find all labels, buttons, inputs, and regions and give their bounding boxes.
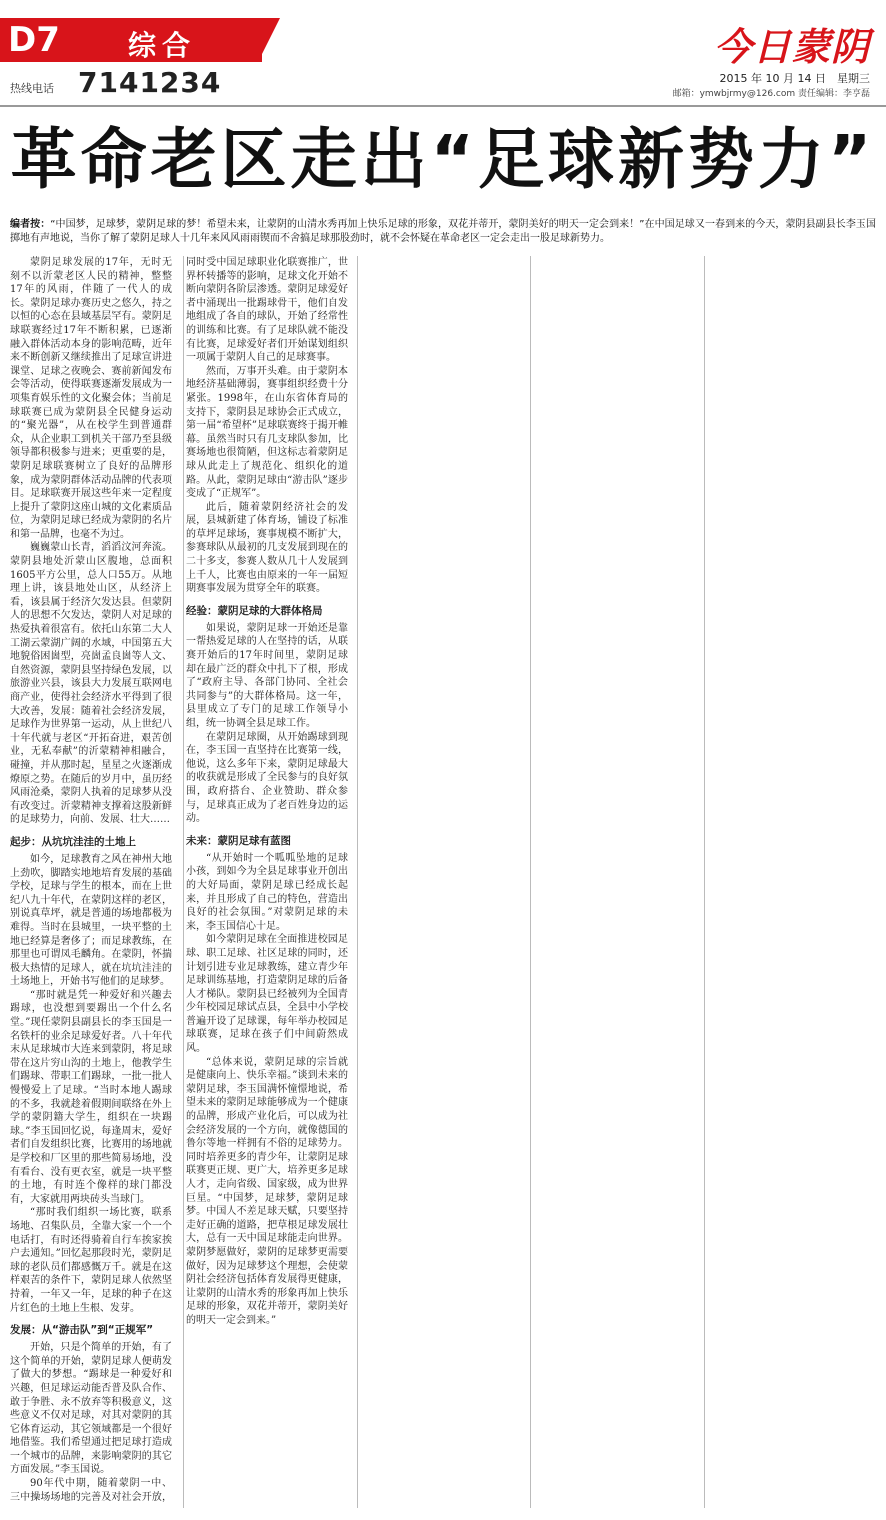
editor-contact: 邮箱：ymwbjrmy@126.com 责任编辑：李亨磊 bbox=[672, 89, 870, 99]
section-heading: 经验：蒙阴足球的大群体格局 bbox=[186, 604, 323, 617]
editor-note-text: “中国梦，足球梦，蒙阴足球的梦！希望未来，让蒙阴的山清水秀再加上快乐足球的形象，双花并蒂开，蒙阴美好的明天一定会到来！”在中国足球又一春到来的今天，蒙阴县副县长李玉国掷地有声地说，当你了解了蒙阴足球人十几年来风风雨雨锲而不舍搞足球那股劲时，就不会怀疑在革命老区一定会走出一股足球新势力。 bbox=[10, 219, 876, 244]
section-banner-notch bbox=[258, 18, 280, 62]
body-paragraph: 如今蒙阴足球在全面推进校园足球、职工足球、社区足球的同时，还计划引进专业足球教练，建立青少年足球训练基地，打造蒙阴足球的后备人才梯队。蒙阴县已经被列为全国青少年校园足球试点县，全县中小学校普遍开设了足球课，每年举办校园足球联赛，足球在孩子们中间蔚然成风。 bbox=[186, 934, 348, 1055]
article-headline: 革命老区走出“足球新势力” bbox=[10, 121, 876, 198]
section-heading: 未来：蒙阴足球有蓝图 bbox=[186, 834, 291, 847]
body-paragraph: 如果说，蒙阴足球一开始还是靠一帮热爱足球的人在坚持的话，从联赛开始后的17年时间里，蒙阴足球却在最广泛的群众中扎下了根，形成了“政府主导、各部门协同、全社会共同参与”的大群体格局。这一年，县里成立了专门的足球工作领导小组，统一协调全县足球工作。 bbox=[186, 622, 348, 729]
body-paragraph: 此后，随着蒙阴经济社会的发展，县城新建了体育场，铺设了标准的草坪足球场，赛事规模不断扩大，参赛球队从最初的几支发展到现在的二十多支，参赛人数从几十人发展到上千人，比赛也由原来的一年一届短期赛事发展为贯穿全年的联赛。 bbox=[186, 501, 348, 595]
body-paragraph: 巍巍蒙山长青，滔滔汶河奔流。蒙阴县地处沂蒙山区腹地，总面积1605平方公里，总人口55万。从地理上讲，该县地处山区，从经济上看，该县属于经济欠发达县。但蒙阴人的思想不欠发达，蒙阴人对足球的热爱执着很富有。依托山东第二大人工湖云蒙湖广阔的水域，中国第五大地貌俗困崮型，亮崮孟良崮等人文、自然资源，蒙阴县坚持绿色发展，以旅游业兴县，该县大力发展互联网电商产业，使得社会经济水平得到了很大改善，发展：随着社会经济发展，足球作为世界第一运动，从上世纪八十年代就与老区“开拓奋进，艰苦创业，无私奉献”的沂蒙精神相融合，碰撞，并从那时起，星星之火逐渐成燎原之势。在随后的岁月中，虽历经风雨沧桑，蒙阴人执着的足球梦从没有改变过。沂蒙精神支撑着这股新鲜的足球势力，向前、发展、壮大…… bbox=[10, 542, 172, 826]
body-paragraph: 蒙阴足球发展的17年，无时无刻不以沂蒙老区人民的精神，整整17年的风雨，伴随了一代人的成长。蒙阴足球办赛历史之悠久，持之以恒的心态在县域基层罕有。蒙阴足球联赛经过17年不断积累，已逐渐融入群体活动本身的影响范畴，近年来不断创新又继续推出了足球宣讲进课堂、足球之夜晚会、赛前新闻发布会等活动，使得联赛逐渐发展成为一项集育娱乐性的文化聚会体；当前足球联赛已成为蒙阴县全民健身运动的“聚光器”，从在校学生到普通群众，从企业职工到机关干部乃至县级领导都积极参与进来；更重要的是，蒙阴足球联赛树立了良好的品牌形象，成为蒙阴群体活动品牌的代表项目。足球联赛开展这些年来一定程度上提升了蒙阴这座山城的文化素质品位，为蒙阴足球已经成为蒙阴的名片和第一品牌，也毫不为过。 bbox=[10, 257, 172, 540]
body-paragraph: “从开始时一个呱呱坠地的足球小孩，到如今为全县足球事业开创出的大好局面，蒙阴足球已经成长起来，并且形成了自己的特色，营造出良好的社会氛围。”对蒙阴足球的未来，李玉国信心十足。 bbox=[186, 852, 348, 932]
page-number: D7 bbox=[8, 20, 60, 60]
editor-note-lead: 编者按： bbox=[10, 219, 51, 230]
article-section bbox=[10, 835, 172, 1315]
section-heading: 发展：从“游击队”到“正规军” bbox=[10, 1324, 154, 1337]
body-paragraph: 然而，万事开头难。由于蒙阴本地经济基础薄弱，赛事组织经费十分紧张。1998年，在山东省体育局的支持下，蒙阴县足球协会正式成立，第一届“希望杯”足球联赛终于揭开帷幕。虽然当时只有几支球队参加，比赛场地也很简陋，但这标志着蒙阴足球从此走上了规范化、组织化的道路。从此，蒙阴足球由“游击队”逐步变成了“正规军”。 bbox=[186, 365, 348, 500]
hotline-number: 7141234 bbox=[78, 66, 222, 99]
newspaper-masthead: 今日蒙阴 bbox=[713, 24, 870, 69]
body-paragraph: 如今，足球教育之风在神州大地上劲吹，脚踏实地地培育发展的基础学校，足球与学生的根本，而在上世纪八九十年代，在蒙阴这样的老区，别说真草坪，就是普通的场地都极为难得。当时在县城里，一块平整的土地已经算是奢侈了；而足球教练，在那里也可谓凤毛麟角。在蒙阴，怀揣极大热情的足球人，就在坑坑洼洼的土场地上，开始书写他们的足球梦。 bbox=[10, 853, 172, 988]
article-section bbox=[186, 604, 348, 826]
hotline-label: 热线电话 bbox=[10, 82, 54, 95]
editor-note bbox=[10, 218, 876, 246]
article-section bbox=[10, 256, 172, 827]
section-name: 综合 bbox=[128, 29, 197, 62]
body-paragraph: 90年代中期，随着蒙阴一中、三中操场场地的完善及对社会开放，同时受中国足球职业化联赛推广，世界杯转播等的影响，足球文化开始不断向蒙阴各阶层渗透。蒙阴足球爱好者中涌现出一批踢球骨干，他们自发地组成了各自的球队，开始了经常性的训练和比赛。有了足球队就不能没有比赛，足球爱好者们开始谋划组织一项属于蒙阴人自己的足球赛事。 bbox=[10, 257, 348, 1503]
body-paragraph: 开始，只是个简单的开始，有了这个简单的开始，蒙阴足球人便萌发了做大的梦想。“踢球是一种爱好和兴趣，但足球运动能否普及队合作、敢于争胜、永不放弃等积极意义，这些意义不仅对足球，对其对蒙阴的其它体育运动，其它领域都是一个很好地借鉴。我们希望通过把足球打造成一个城市的品牌，来影响蒙阴的其它方面发展。”李玉国说。 bbox=[10, 1342, 172, 1476]
section-heading: 起步：从坑坑洼洼的土地上 bbox=[10, 835, 136, 848]
body-paragraph: “那时就是凭一种爱好和兴趣去踢球，也没想到要踢出一个什么名堂。”现任蒙阴县副县长的李玉国是一名铁杆的业余足球爱好者。八十年代末从足球城市大连来到蒙阴，将足球带在这片穷山沟的土地上，他教学生们踢球、带职工们踢球，一批一批人慢慢爱上了足球。“当时本地人踢球的不多，我就趁着假期间联络在外上学的蒙阴籍大学生，组织在一块踢球。”李玉国回忆说，每逢周末，爱好者们自发组织比赛，比赛用的场地就是学校和厂区里的那些简易场地，没有看台、没有更衣室，就是一块平整的土地，有时连个像样的球门都没有，大家就用两块砖头当球门。 bbox=[10, 989, 172, 1205]
body-paragraph: “那时我们组织一场比赛，联系场地、召集队员，全靠大家一个一个电话打，有时还得骑着自行车挨家挨户去通知。”回忆起那段时光，蒙阴足球的老队员们都感慨万千。就是在这样艰苦的条件下，蒙阴足球人依然坚持着，一年又一年，足球的种子在这片红色的土地上生根、发芽。 bbox=[10, 1207, 172, 1314]
page-header bbox=[0, 0, 886, 112]
issue-date: 2015 年 10 月 14 日 星期三 bbox=[719, 72, 870, 85]
body-paragraph: 在蒙阴足球圈，从开始踢球到现在，李玉国一直坚持在比赛第一线，他说，这么多年下来，蒙阴足球最大的收获就是形成了全民参与的良好氛围，政府搭台、企业赞助、群众参与，足球真正成为了老百姓身边的运动。 bbox=[186, 731, 348, 825]
article-section bbox=[186, 834, 348, 1328]
article-body bbox=[10, 256, 876, 1508]
header-rule bbox=[0, 105, 886, 107]
body-paragraph: “总体来说，蒙阴足球的宗旨就是健康向上、快乐幸福。”谈到未来的蒙阴足球，李玉国满怀憧憬地说，希望未来的蒙阴足球能够成为一个健康的品牌，形成产业化后，可以成为社会经济发展的一个方向，就像德国的鲁尔等地一样拥有不俗的足球势力。同时培养更多的青少年，让蒙阴足球联赛更正规、更广大，培养更多足球人才，走向省级、国家级，成为世界巨星。“中国梦，足球梦，蒙阴足球梦。中国人不差足球天赋，只要坚持走好正确的道路，把草根足球发展壮大，总有一天中国足球能走向世界。蒙阴梦愿做好，蒙阴的足球梦更需要做好，因为足球梦这个理想，会使蒙阴社会经济包括体育发展得更健康，让蒙阴的山清水秀的形象再加上快乐足球的形象，双花并蒂开，蒙阴美好的明天一定会到来。” bbox=[186, 1056, 348, 1326]
